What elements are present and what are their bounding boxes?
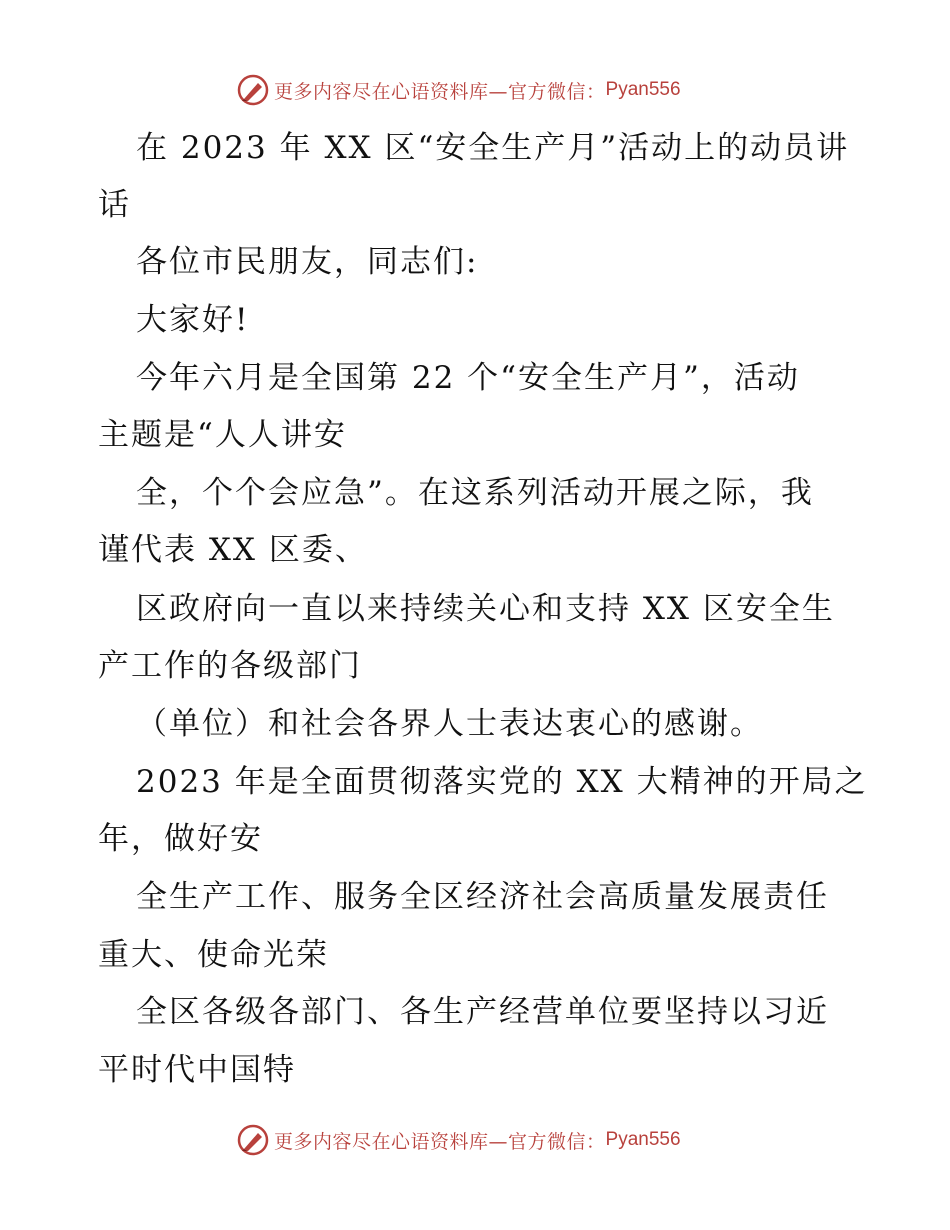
paragraph-line: 谨代表 XX 区委、 [98,532,368,568]
paragraph-line: 2023 年是全面贯彻落实党的 XX 大精神的开局之 [136,764,868,800]
paragraph-line: 年，做好安 [98,821,263,857]
paragraph-line: 全区各级各部门、各生产经营单位要坚持以习近 [136,994,829,1030]
paragraph-line: 重大、使命光荣 [98,937,329,973]
watermark-text: 更多内容尽在心语资料库—官方微信： [274,1130,606,1153]
watermark-wechat-id: Pyan556 [605,1129,681,1150]
salutation: 各位市民朋友，同志们: [136,244,479,280]
paragraph-line: 全，个个会应急”。在这系列活动开展之际，我 [136,475,814,511]
header-watermark [236,72,681,108]
paragraph-line: 产工作的各级部门 [98,648,362,684]
paragraph-line: 全生产工作、服务全区经济社会高质量发展责任 [136,879,829,915]
paragraph-line: 今年六月是全国第 22 个“安全生产月”，活动 [136,360,800,396]
paragraph-line: （单位）和社会各界人士表达衷心的感谢。 [136,706,763,742]
paragraph-line: 平时代中国特 [98,1052,296,1088]
greeting: 大家好! [136,302,250,338]
paragraph-line: 主题是“人人讲安 [98,417,347,453]
title-line-1: 在 2023 年 XX 区“安全生产月”活动上的动员讲 [136,130,850,166]
footer-watermark [236,1122,681,1158]
watermark-text: 更多内容尽在心语资料库—官方微信： [274,80,606,103]
watermark-wechat-id: Pyan556 [605,79,681,100]
title-line-2: 话 [98,187,131,223]
pen-logo-icon [236,1123,270,1157]
paragraph-line: 区政府向一直以来持续关心和支持 XX 区安全生 [136,591,835,627]
pen-logo-icon [236,73,270,107]
